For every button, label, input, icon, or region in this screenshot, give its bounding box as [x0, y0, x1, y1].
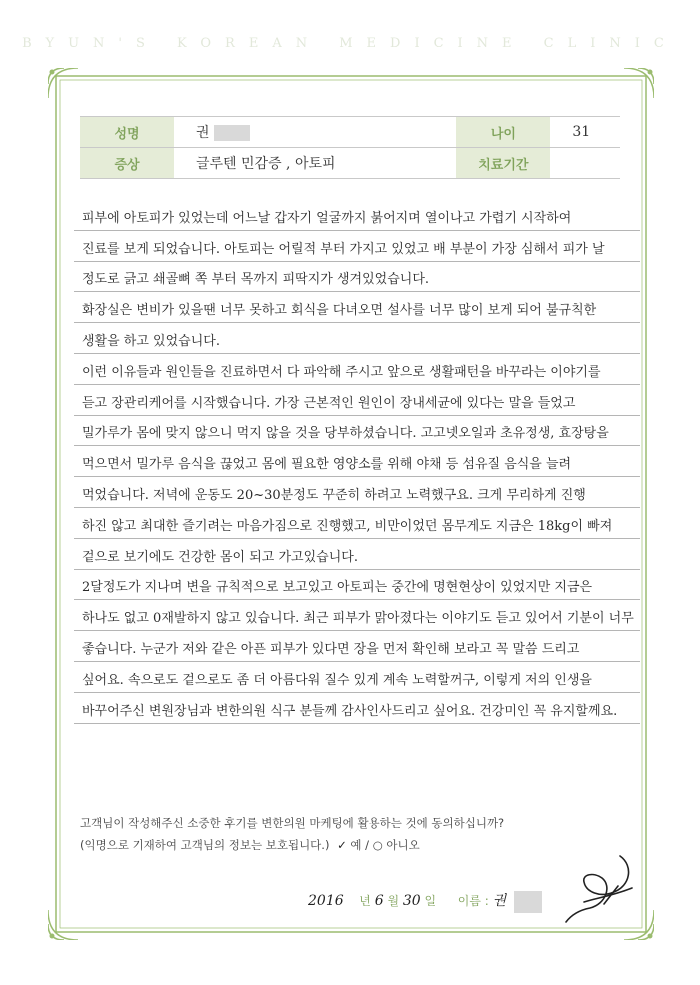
clinic-watermark-title: BYUN'S KOREAN MEDICINE CLINIC — [22, 36, 678, 51]
review-line: 밀가루가 몸에 맞지 않으니 먹지 않을 것을 당부하셨습니다. 고고넷오일과 초유정생, 효장탕을 — [74, 416, 640, 447]
date-day-label: 일 — [424, 894, 437, 908]
consent-separator: / — [365, 838, 370, 852]
review-line: 먹었습니다. 저녁에 운동도 20~30분정도 꾸준히 하려고 노력했구요. 크게 무리하게 진행 — [74, 477, 640, 508]
signature-icon — [560, 852, 640, 932]
age-label: 나이 — [456, 117, 550, 148]
date-day: 30 — [402, 893, 421, 909]
symptom-value: 글루텐 민감증 , 아토피 — [174, 148, 456, 179]
age-value: 31 — [550, 117, 620, 148]
date-month: 6 — [374, 893, 384, 909]
review-line: 이런 이유들과 원인들을 진료하면서 다 파악해 주시고 앞으로 생활패턴을 바꾸라는 이야기를 — [74, 354, 640, 385]
consent-yes-check[interactable]: ✓ — [337, 838, 347, 852]
name-label: 성명 — [80, 117, 174, 148]
redaction-block — [514, 891, 542, 913]
review-line: 2달정도가 지나며 변을 규칙적으로 보고있고 아토피는 중간에 명현현상이 있었지만 지금은 — [74, 570, 640, 601]
treatment-period-label: 치료기간 — [456, 148, 550, 179]
consent-section — [80, 812, 504, 856]
review-line: 먹으면서 밀가루 음식을 끊었고 몸에 필요한 영양소를 위해 야채 등 섬유질 음식을 늘려 — [74, 446, 640, 477]
review-line: 생활을 하고 있었습니다. — [74, 323, 640, 354]
name-value: 권 — [174, 117, 456, 148]
review-line: 좋습니다. 누군가 저와 같은 아픈 피부가 있다면 장을 먼저 확인해 보라고 꼭 말씀 드리고 — [74, 631, 640, 662]
symptom-label: 증상 — [80, 148, 174, 179]
review-line: 하진 않고 최대한 즐기려는 마음가짐으로 진행했고, 비만이었던 몸무게도 지금은 18kg이 빠져 — [74, 508, 640, 539]
consent-no-label: 아니오 — [386, 838, 420, 852]
review-body — [74, 200, 640, 724]
treatment-period-value — [550, 148, 620, 179]
date-year: 2016 — [308, 893, 344, 909]
signer-name-value: 권 — [492, 893, 507, 909]
consent-answer-row — [80, 834, 504, 856]
review-line: 진료를 보게 되었습니다. 아토피는 어릴적 부터 가지고 있었고 배 부분이 가장 심해서 피가 날 — [74, 231, 640, 262]
review-line: 화장실은 변비가 있을땐 너무 못하고 회식을 다녀오면 설사를 너무 많이 보게 되어 불규칙한 — [74, 292, 640, 323]
consent-note: (익명으로 기재하여 고객님의 정보는 보호됩니다.) — [80, 838, 330, 852]
review-line: 피부에 아토피가 있었는데 어느날 갑자기 얼굴까지 붉어지며 열이나고 가렵기 시작하여 — [74, 200, 640, 231]
date-signature-line — [308, 890, 542, 913]
patient-info-table — [80, 116, 620, 179]
consent-yes-label: 예 — [350, 838, 362, 852]
review-line: 바꾸어주신 변원장님과 변한의원 식구 분들께 감사인사드리고 싶어요. 건강미인 꼭 유지할께요. — [74, 693, 640, 724]
date-month-label: 월 — [387, 894, 400, 908]
review-line: 싶어요. 속으로도 겉으로도 좀 더 아름다워 질수 있게 계속 노력할꺼구, 이렇게 저의 인생을 — [74, 662, 640, 693]
review-line: 겉으로 보기에도 건강한 몸이 되고 가고있습니다. — [74, 539, 640, 570]
review-line: 듣고 장관리케어를 시작했습니다. 가장 근본적인 원인이 장내세균에 있다는 말을 들었고 — [74, 385, 640, 416]
date-year-label: 년 — [359, 894, 371, 908]
consent-no-radio[interactable]: ○ — [372, 838, 383, 852]
review-line: 하나도 없고 0재발하지 않고 있습니다. 최근 피부가 맑아졌다는 이야기도 듣고 있어서 기분이 너무 — [74, 600, 640, 631]
redaction-block — [214, 125, 250, 141]
review-line: 정도로 긁고 쇄골뼈 쪽 부터 목까지 피딱지가 생겨있었습니다. — [74, 262, 640, 293]
consent-question: 고객님이 작성해주신 소중한 후기를 변한의원 마케팅에 활용하는 것에 동의하십니까? — [80, 816, 505, 830]
signer-name-label: 이름 : — [457, 894, 489, 908]
